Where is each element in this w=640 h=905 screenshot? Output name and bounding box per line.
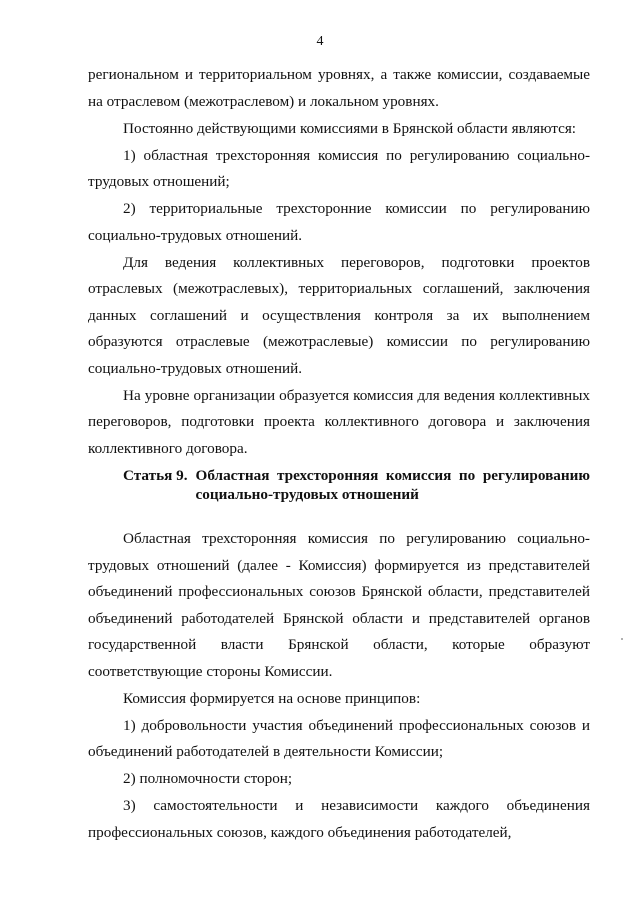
list-item: 2) полномочности сторон;	[123, 770, 293, 787]
paragraph: Комиссия формируется на основе принципов:	[123, 689, 421, 707]
article-title: Областная трехсторонняя комиссия по регулированию социально-трудовых отношений	[195, 467, 590, 503]
scan-speck	[621, 638, 623, 640]
paragraph: На уровне организации образуется комиссия для ведения коллективных переговоров, подготовки проекта коллективного договора и заключения коллективного договора.	[88, 386, 590, 457]
list-item: 1) добровольности участия объединений профессиональных союзов и объединений работодателей в деятельности Комиссии;	[88, 716, 590, 760]
paragraph: Областная трехсторонняя комиссия по регулированию социально-трудовых отношений (далее - Комиссия) формируется из представителей объединений профессиональных союзов Брянской области, представителей объединений работодателей Брянской области и представителей органов государственной власти Брянской области, которые образуют соответствующие стороны Комиссии.	[88, 530, 590, 680]
paragraph: Постоянно действующими комиссиями в Брянской области являются:	[123, 119, 577, 137]
list-item: 1) областная трехсторонняя комиссия по регулированию социально-трудовых отношений;	[88, 146, 590, 190]
paragraph: Для ведения коллективных переговоров, подготовки проектов отраслевых (межотраслевых), территориальных соглашений, заключения данных соглашений и осуществления контроля за их выполнением образуются отраслевые (межотраслевые) комиссии по регулированию социально-трудовых отношений.	[88, 253, 590, 377]
list-item: 2) территориальные трехсторонние комиссии по регулированию социально-трудовых отношений.	[88, 200, 590, 244]
document-body	[88, 62, 590, 846]
list-item: 3) самостоятельности и независимости каждого объединения профессиональных союзов, каждого объединения работодателей,	[88, 797, 590, 841]
article-heading	[88, 466, 590, 504]
article-number: Статья 9.	[123, 467, 188, 484]
paragraph-continuation: региональном и территориальном уровнях, а также комиссии, создаваемые на отраслевом (межотраслевом) и локальном уровнях.	[88, 66, 590, 110]
page-number: 4	[316, 34, 324, 49]
